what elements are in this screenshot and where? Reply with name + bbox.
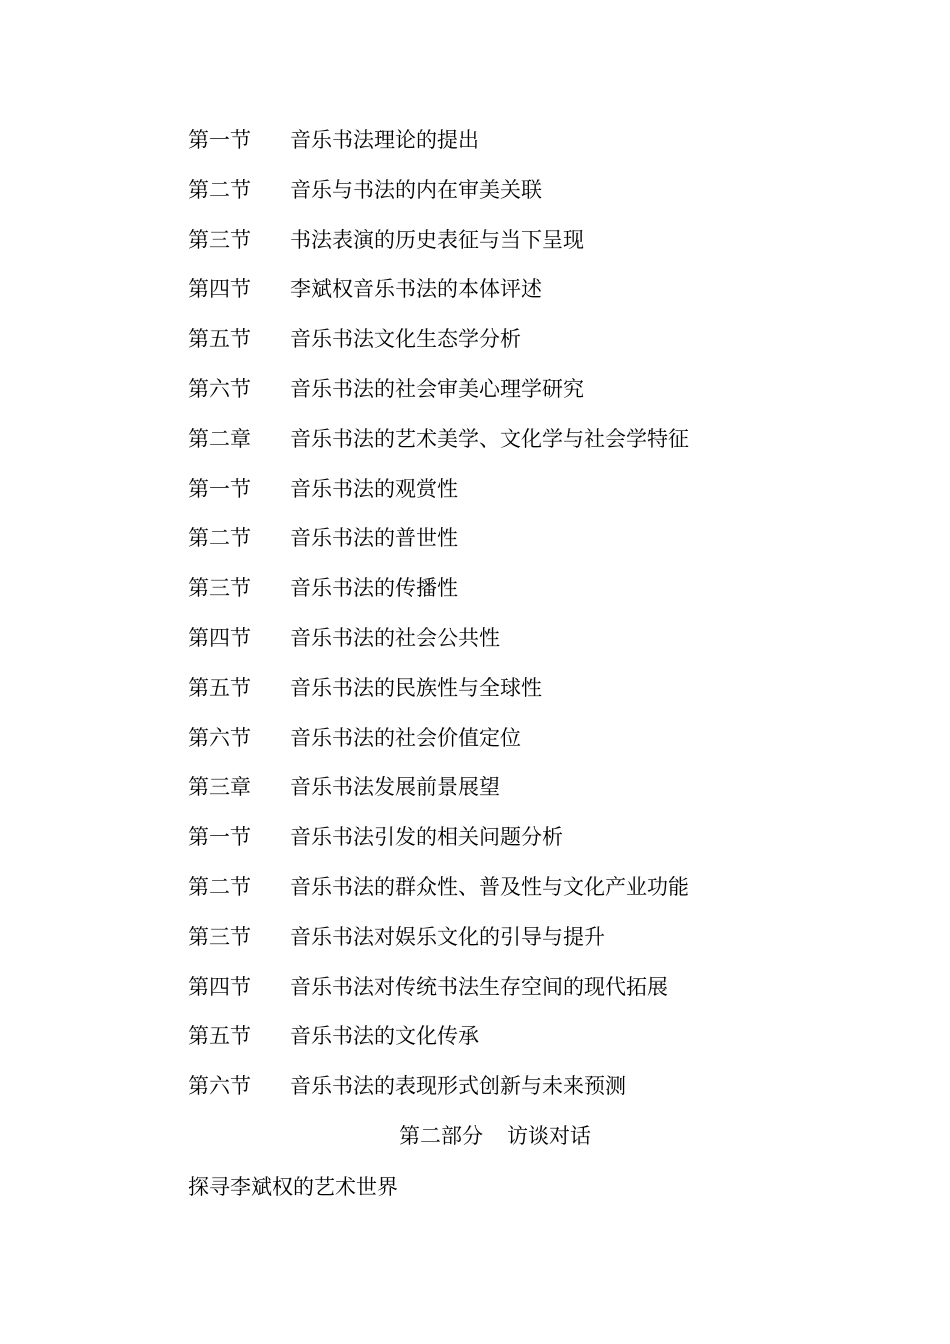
toc-entry-label: 第一节 — [188, 825, 251, 850]
toc-chapter-title: 音乐书法的艺术美学、文化学与社会学特征 — [290, 426, 689, 451]
toc-entry — [0, 1012, 950, 1062]
toc-entry — [0, 564, 950, 614]
toc-entry — [0, 863, 950, 913]
toc-entry-label: 第四节 — [188, 625, 251, 650]
toc-entry-label: 第二节 — [188, 526, 251, 551]
toc-entry-label: 第二节 — [188, 874, 251, 899]
part-heading-title: 访谈对话 — [507, 1124, 591, 1148]
subheading: 探寻李斌权的艺术世界 — [188, 1175, 398, 1199]
toc-entry — [0, 963, 950, 1013]
toc-entry-title: 音乐书法的社会审美心理学研究 — [290, 376, 584, 401]
toc-entry — [0, 913, 950, 963]
part-heading — [0, 1112, 950, 1160]
toc-entry-label: 第三节 — [188, 576, 251, 601]
toc-chapter-title: 音乐书法发展前景展望 — [290, 775, 500, 800]
toc-entry-label: 第五节 — [188, 1024, 251, 1049]
toc-entry — [0, 614, 950, 664]
table-of-contents — [0, 116, 950, 1112]
toc-entry-title: 音乐书法引发的相关问题分析 — [290, 825, 563, 850]
toc-chapter-label: 第三章 — [188, 775, 251, 800]
toc-entry-title: 音乐与书法的内在审美关联 — [290, 177, 542, 202]
toc-entry — [0, 514, 950, 564]
toc-entry — [0, 465, 950, 515]
toc-entry-title: 音乐书法的民族性与全球性 — [290, 675, 542, 700]
toc-entry-label: 第五节 — [188, 675, 251, 700]
toc-entry — [0, 365, 950, 415]
toc-entry-label: 第二节 — [188, 177, 251, 202]
toc-entry-title: 音乐书法的普世性 — [290, 526, 458, 551]
toc-entry — [0, 664, 950, 714]
toc-chapter — [0, 415, 950, 465]
toc-entry — [0, 714, 950, 764]
toc-chapter — [0, 763, 950, 813]
toc-entry-label: 第四节 — [188, 974, 251, 999]
toc-entry-title: 音乐书法的社会价值定位 — [290, 725, 521, 750]
toc-entry-title: 音乐书法的观赏性 — [290, 476, 458, 501]
toc-entry — [0, 116, 950, 166]
toc-entry-title: 音乐书法的文化传承 — [290, 1024, 479, 1049]
toc-entry-title: 音乐书法的群众性、普及性与文化产业功能 — [290, 874, 689, 899]
toc-entry-label: 第三节 — [188, 924, 251, 949]
toc-entry-title: 音乐书法的社会公共性 — [290, 625, 500, 650]
toc-entry-label: 第一节 — [188, 476, 251, 501]
toc-entry-label: 第六节 — [188, 725, 251, 750]
toc-chapter-label: 第二章 — [188, 426, 251, 451]
toc-entry-label: 第六节 — [188, 1074, 251, 1099]
toc-entry-title: 音乐书法理论的提出 — [290, 128, 479, 152]
part-heading-part: 第二部分 — [399, 1124, 483, 1148]
toc-entry-label: 第五节 — [188, 327, 251, 352]
toc-entry-title: 音乐书法对娱乐文化的引导与提升 — [290, 924, 605, 949]
toc-entry-title: 音乐书法对传统书法生存空间的现代拓展 — [290, 974, 668, 999]
toc-entry — [0, 1062, 950, 1112]
toc-entry-label: 第四节 — [188, 277, 251, 302]
toc-entry-title: 音乐书法的表现形式创新与未来预测 — [290, 1074, 626, 1099]
toc-entry-title: 音乐书法的传播性 — [290, 576, 458, 601]
toc-entry — [0, 216, 950, 266]
toc-entry — [0, 315, 950, 365]
toc-entry-title: 书法表演的历史表征与当下呈现 — [290, 227, 584, 252]
toc-entry-title: 李斌权音乐书法的本体评述 — [290, 277, 542, 302]
toc-entry-title: 音乐书法文化生态学分析 — [290, 327, 521, 352]
toc-entry — [0, 166, 950, 216]
toc-entry — [0, 265, 950, 315]
toc-entry — [0, 813, 950, 863]
toc-entry-label: 第六节 — [188, 376, 251, 401]
toc-entry-label: 第三节 — [188, 227, 251, 252]
toc-entry-label: 第一节 — [188, 128, 251, 152]
